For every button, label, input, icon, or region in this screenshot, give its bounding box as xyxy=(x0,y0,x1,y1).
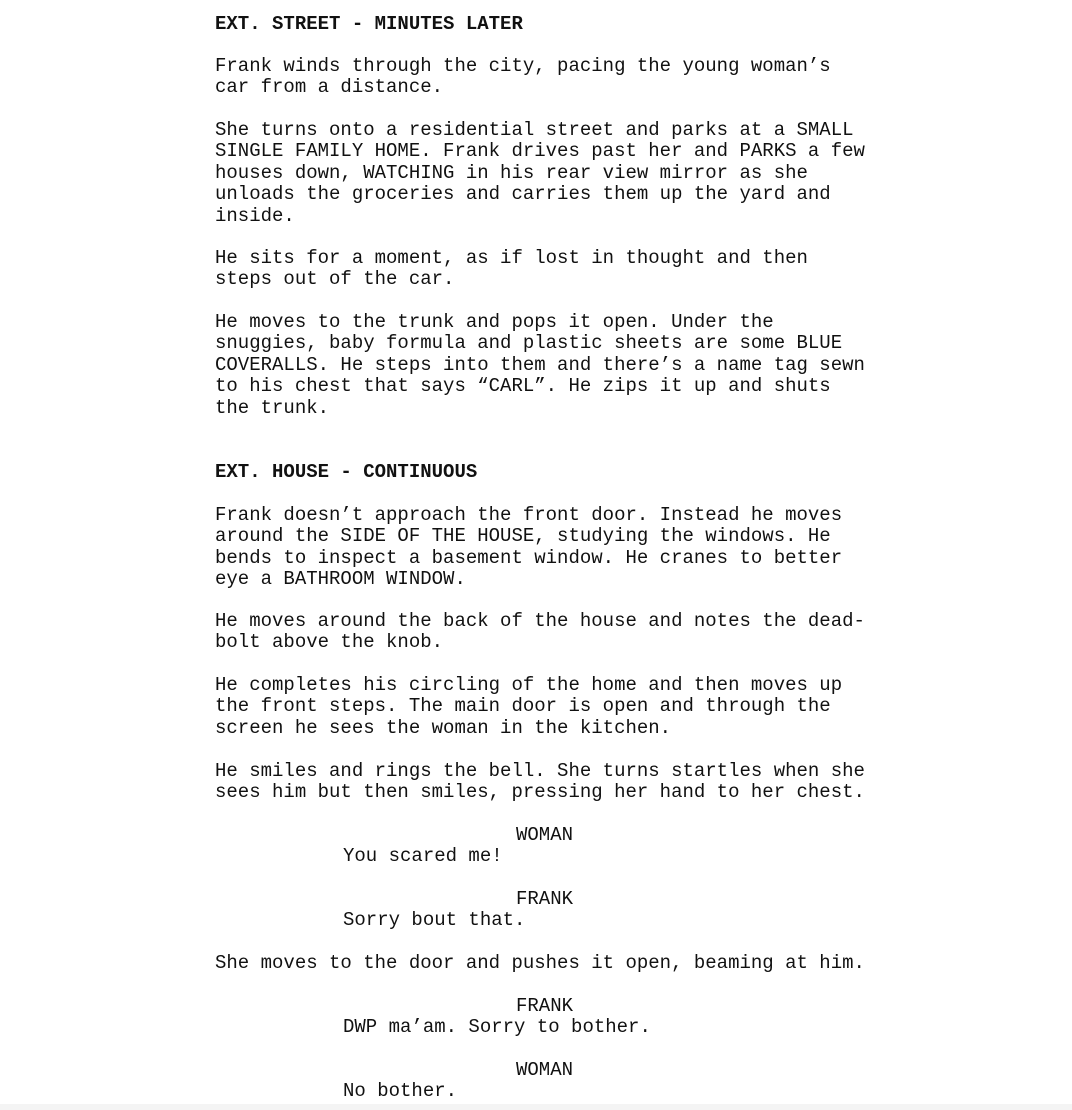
action-paragraph: He completes his circling of the home and then moves up the front steps. The main door is open and through the screen he sees the woman in the kitchen. xyxy=(215,674,843,739)
action-paragraph: He sits for a moment, as if lost in thought and then steps out of the car. xyxy=(215,247,808,291)
character-cue: FRANK xyxy=(516,888,574,910)
page-bottom-edge xyxy=(0,1104,1072,1110)
scene-heading: EXT. HOUSE - CONTINUOUS xyxy=(215,461,478,483)
action-paragraph: She turns onto a residential street and parks at a SMALL SINGLE FAMILY HOME. Frank drives past her and PARKS a few houses down, WATCHING in his rear view mirror as she unloads the groceries and carries them up the yard and inside. xyxy=(215,119,865,227)
dialogue-line: You scared me! xyxy=(343,845,503,867)
dialogue-line: Sorry bout that. xyxy=(343,909,526,931)
action-paragraph: He moves around the back of the house and notes the dead- bolt above the knob. xyxy=(215,610,865,654)
character-cue: WOMAN xyxy=(516,1059,574,1081)
dialogue-line: No bother. xyxy=(343,1080,458,1102)
action-paragraph: He moves to the trunk and pops it open. Under the snuggies, baby formula and plastic sheets are some BLUE COVERALLS. He steps into them and there’s a name tag sewn to his chest that says “CARL”. He zips it up and shuts the trunk. xyxy=(215,311,865,419)
character-cue: FRANK xyxy=(516,995,574,1017)
action-paragraph: Frank winds through the city, pacing the young woman’s car from a distance. xyxy=(215,55,831,99)
scene-heading: EXT. STREET - MINUTES LATER xyxy=(215,13,523,35)
dialogue-line: DWP ma’am. Sorry to bother. xyxy=(343,1016,651,1038)
action-paragraph: She moves to the door and pushes it open, beaming at him. xyxy=(215,952,865,974)
character-cue: WOMAN xyxy=(516,824,574,846)
action-paragraph: He smiles and rings the bell. She turns startles when she sees him but then smiles, pressing her hand to her chest. xyxy=(215,760,865,804)
action-paragraph: Frank doesn’t approach the front door. Instead he moves around the SIDE OF THE HOUSE, studying the windows. He bends to inspect a basement window. He cranes to better eye a BATHROOM WINDOW. xyxy=(215,504,843,591)
